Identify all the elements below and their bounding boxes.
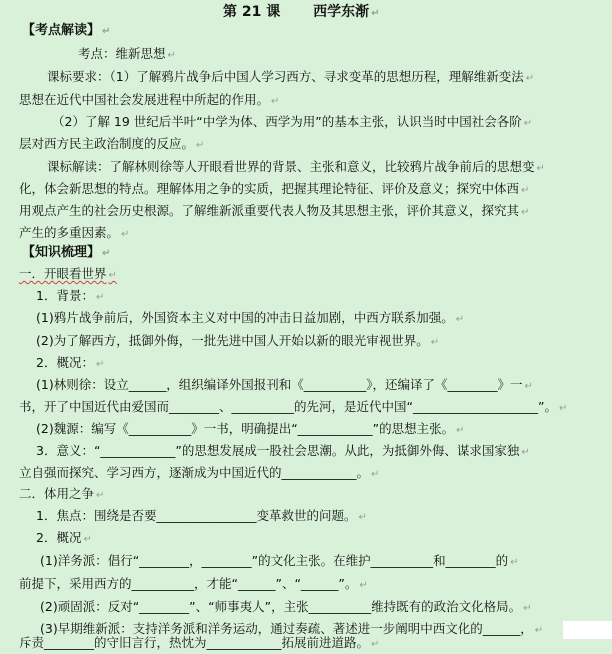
text-line: 一．开眼看世界 ↵	[19, 266, 117, 281]
text-line: (1)林则徐：设立______，组织编译外国报刊和《__________》，还编译了《________》一 ↵	[36, 377, 533, 392]
text-line: 书，开了中国近代由爱国而________、__________的先河，是近代中国“____________________”。 ↵	[19, 399, 568, 414]
text-line: 3．意义：“____________”的思想发展成一股社会思潮。从此，为抵御外侮、谋求国家独 ↵	[36, 443, 530, 458]
text-line: 考点：维新思想 ↵	[78, 46, 176, 61]
text-line: 斥责________的守旧言行，热忱为____________拓展前进道路。 ↵	[19, 635, 380, 650]
text-line: (1)鸦片战争前后，外国资本主义对中国的冲击日益加剧，中西方联系加强。 ↵	[36, 310, 465, 325]
text-line: 1．背景： ↵	[36, 288, 105, 303]
text-line: (2)为了解西方，抵御外侮，一批先进中国人开始以新的眼光审视世界。 ↵	[36, 333, 440, 348]
text-line: 前提下，采用西方的__________，才能“______”、“______”。 ↵	[19, 576, 368, 591]
text-line: 1．焦点：围绕是否要________________变革救世的问题。 ↵	[36, 508, 367, 523]
text-line: 立自强而探究、学习西方，逐渐成为中国近代的____________。 ↵	[19, 465, 380, 480]
section-heading-kaodian: 【考点解读】 ↵	[22, 23, 111, 38]
section-heading-zhishi: 【知识梳理】 ↵	[22, 245, 111, 260]
lesson-title: 第 21 课 西学东渐 ↵	[223, 4, 380, 20]
text-line: (3)早期维新派：支持洋务派和洋务运动，通过奏疏、著述进一步阐明中西文化的______， ↵	[40, 621, 544, 636]
text-line: 化，体会新思想的特点。理解体用之争的实质，把握其理论特征、评价及意义；探究中体西 ↵	[19, 181, 530, 196]
text-line: 2．概况： ↵	[36, 355, 105, 370]
text-line: (2)魏源：编写《__________》一书，明确提出“____________”的思想主张。 ↵	[36, 421, 465, 436]
text-line: 思想在近代中国社会发展进程中所起的作用。 ↵	[19, 92, 280, 107]
text-line: 课标解读：了解林则徐等人开眼看世界的背景、主张和意义，比较鸦片战争前后的思想变 ↵	[47, 159, 545, 174]
blank-highlight	[563, 621, 612, 639]
text-line: 产生的多重因素。 ↵	[19, 225, 130, 240]
text-line: 课标要求：（1）了解鸦片战争后中国人学习西方、寻求变革的思想历程，理解维新变法 ↵	[47, 69, 535, 84]
text-line: 2．概况 ↵	[36, 530, 92, 545]
text-line: 层对西方民主政治制度的反应。 ↵	[19, 136, 205, 151]
text-line: （2）了解 19 世纪后半叶“中学为体、西学为用”的基本主张，认识当时中国社会各阶 ↵	[52, 114, 533, 129]
text-line: (1)洋务派：倡行“________，________”的文化主张。在维护__________和________的 ↵	[40, 553, 519, 568]
text-line: 用观点产生的社会历史根源。了解维新派重要代表人物及其思想主张，评价其意义，探究其 ↵	[19, 203, 530, 218]
text-line: (2)顽固派：反对“________”、“师事夷人”，主张__________维持既有的政治文化格局。 ↵	[40, 599, 532, 614]
text-line: 二．体用之争 ↵	[19, 486, 105, 501]
